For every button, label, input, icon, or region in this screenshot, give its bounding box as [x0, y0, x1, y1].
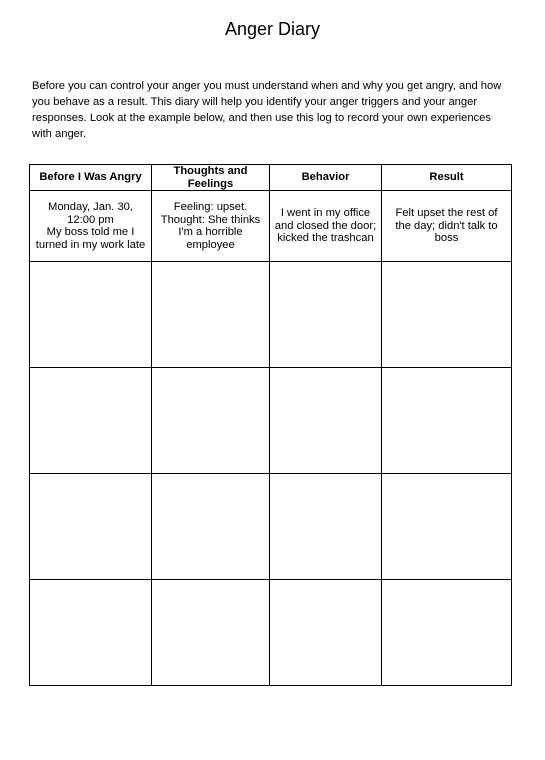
- blank-entry-row: [30, 262, 512, 368]
- blank-cell-thoughts-feelings[interactable]: [152, 262, 270, 368]
- blank-cell-behavior[interactable]: [270, 580, 382, 686]
- example-thoughts-feelings-text: Feeling: upset. Thought: She thinks I'm a horrible employee: [160, 201, 261, 251]
- blank-cell-behavior[interactable]: [270, 262, 382, 368]
- blank-cell-before-angry[interactable]: [30, 474, 152, 580]
- example-result: [382, 191, 512, 262]
- blank-cell-result[interactable]: [382, 262, 512, 368]
- blank-cell-before-angry[interactable]: [30, 580, 152, 686]
- example-before-angry: [30, 191, 152, 262]
- anger-diary-table: [29, 164, 512, 686]
- header-thoughts-feelings: Thoughts and Feelings: [152, 165, 270, 191]
- blank-cell-result[interactable]: [382, 474, 512, 580]
- blank-cell-behavior[interactable]: [270, 474, 382, 580]
- example-result-text: Felt upset the rest of the day; didn't talk to boss: [395, 207, 498, 245]
- header-row: [30, 165, 512, 191]
- blank-entry-row: [30, 580, 512, 686]
- blank-cell-thoughts-feelings[interactable]: [152, 368, 270, 474]
- blank-cell-thoughts-feelings[interactable]: [152, 474, 270, 580]
- header-behavior: Behavior: [270, 165, 382, 191]
- blank-cell-result[interactable]: [382, 368, 512, 474]
- blank-cell-result[interactable]: [382, 580, 512, 686]
- example-behavior: [270, 191, 382, 262]
- example-behavior-text: I went in my office and closed the door; kicked the trashcan: [274, 207, 377, 245]
- blank-cell-thoughts-feelings[interactable]: [152, 580, 270, 686]
- example-row: [30, 191, 512, 262]
- blank-cell-before-angry[interactable]: [30, 262, 152, 368]
- blank-cell-behavior[interactable]: [270, 368, 382, 474]
- document-title: Anger Diary: [224, 19, 321, 39]
- header-before-angry: Before I Was Angry: [30, 165, 152, 191]
- blank-cell-before-angry[interactable]: [30, 368, 152, 474]
- blank-entry-row: [30, 474, 512, 580]
- blank-entry-row: [30, 368, 512, 474]
- example-thoughts-feelings: [152, 191, 270, 262]
- intro-paragraph: Before you can control your anger you must understand when and why you get angry, and how you behave as a result. This diary will help you identify your anger triggers and your anger responses. Look at the example below, and then use this log to record your own experiences with anger.: [32, 80, 502, 140]
- example-before-angry-text: Monday, Jan. 30, 12:00 pm My boss told me I turned in my work late: [35, 201, 146, 251]
- header-result: Result: [382, 165, 512, 191]
